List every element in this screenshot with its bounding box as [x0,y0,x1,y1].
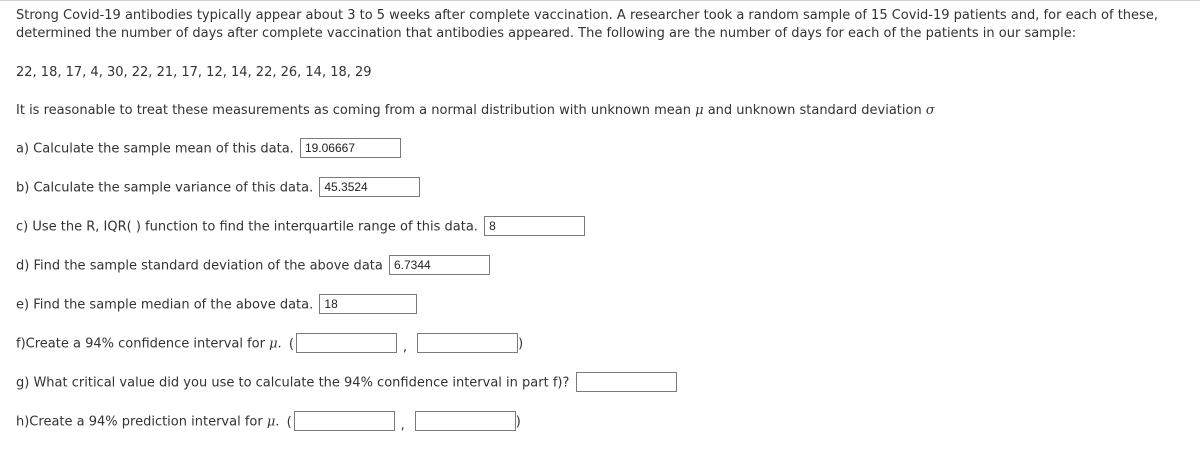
sigma-symbol: σ [925,103,935,118]
question-page [0,1,1200,453]
question-e-label: e) Find the sample median of the above data. [16,297,314,313]
close-paren: ) [518,336,524,352]
question-c [16,217,585,237]
sample-sd-field[interactable]: 6.7344 [389,255,490,275]
sample-median-field[interactable]: 18 [319,294,417,314]
ci-upper-field[interactable] [417,333,518,353]
mu-symbol: μ [695,103,704,118]
question-f [16,334,523,354]
assumption-lead: It is reasonable to treat these measurements as coming from a normal distribution with unknown mean [16,103,691,118]
assumption-mid: and unknown standard deviation [707,103,922,118]
question-g-label: g) What critical value did you use to calculate the 94% confidence interval in part f)? [16,375,570,391]
question-c-label: c) Use the R, IQR( ) function to find the interquartile range of this data. [16,219,478,235]
mu-symbol: μ. [269,336,282,352]
question-b-label: b) Calculate the sample variance of this data. [16,180,314,196]
assumption-text [16,102,935,120]
iqr-field[interactable]: 8 [484,216,585,236]
question-h [16,412,521,432]
critical-value-field[interactable] [576,372,677,392]
open-paren: ( [286,414,292,430]
sample-variance-field[interactable]: 45.3524 [319,177,420,197]
question-f-label: f)Create a 94% confidence interval for [16,336,265,352]
intro-line-1: Strong Covid-19 antibodies typically appear about 3 to 5 weeks after complete vaccination. A researcher took a random sample of 15 Covid-19 patients and, for each of these, [16,8,1158,23]
question-d [16,256,490,276]
pi-lower-field[interactable] [294,411,395,431]
question-d-label: d) Find the sample standard deviation of the above data [16,258,383,274]
ci-lower-field[interactable] [296,333,397,353]
question-a [16,139,401,159]
open-paren: ( [288,336,294,352]
sample-mean-field[interactable]: 19.06667 [300,138,401,158]
question-g [16,373,677,393]
question-h-label: h)Create a 94% prediction interval for [16,414,263,430]
sample-data: 22, 18, 17, 4, 30, 22, 21, 17, 12, 14, 22, 26, 14, 18, 29 [16,65,372,80]
intro-line-2: determined the number of days after complete vaccination that antibodies appeared. The following are the number of days for each of the patients in our sample: [16,26,1077,41]
question-e [16,295,417,315]
pi-upper-field[interactable] [415,411,516,431]
close-paren: ) [515,414,521,430]
interval-separator: , [402,339,408,355]
question-b [16,178,420,198]
problem-intro [16,7,1158,43]
question-a-label: a) Calculate the sample mean of this data. [16,141,294,157]
mu-symbol: μ. [266,414,280,430]
interval-separator: , [400,417,405,433]
